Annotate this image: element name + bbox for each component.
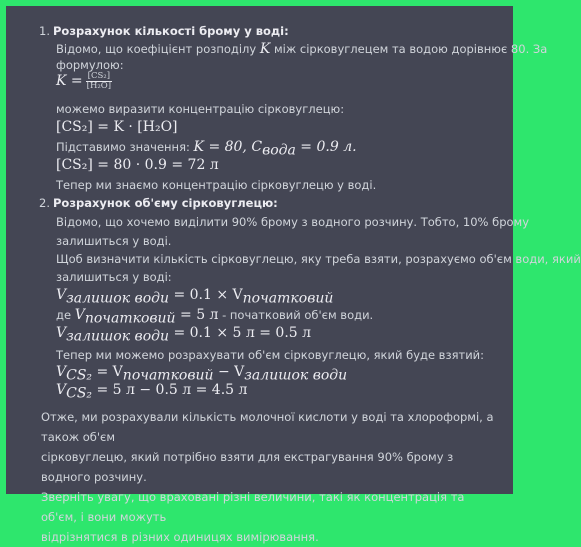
formula-cs2-volume-value: $V_{CS_2} = 5$ л − 0.5 л = 4.5 л [56, 382, 248, 402]
formula-cs2-expression: [CS₂] = K · [H₂O] [56, 119, 178, 135]
formula-remaining-water-value: $V_{залишок води} = 0.1 \times 5$ л = 0.5 л [56, 325, 312, 345]
item-1-line-1: Відомо, що коефіцієнт розподілу K між сірковуглецем та водою дорівнює 80. За [56, 41, 548, 57]
formula-remaining-water: $V_{залишок води} = 0.1 \times V_{початковий}$ [56, 287, 334, 307]
item-1-heading: Розрахунок кількості брому у воді: [53, 24, 289, 38]
item-1-line-5: Тепер ми знаємо концентрацію сірковуглецю у воді. [56, 178, 377, 192]
item-2-line-5: Тепер ми можемо розрахувати об'єм сірковуглецю, який буде взятий: [56, 348, 485, 362]
item-2-line-4: залишиться у воді: [56, 270, 172, 284]
list-number-1: 1. [39, 24, 50, 38]
initial-volume-note: де $V_{початковий} = 5$ л - початковий об'єм води. [56, 307, 374, 327]
fraction: $\frac{\text{[CS₂]}}{\text{[H₂O]}}$ [86, 71, 112, 91]
summary-paragraph [41, 407, 496, 547]
formula-cs2-value: [CS₂] = 80 · 0.9 = 72 л [56, 157, 219, 173]
item-2-heading: Розрахунок об'єму сірковуглецю: [53, 196, 278, 210]
summary-line-2: сірковуглецю, який потрібно взяти для екстрагування 90% брому з водного розчину. [41, 450, 454, 484]
summary-line-4: відрізнятися в різних одиницях вимірювання. [41, 530, 319, 544]
summary-line-3: Зверніть увагу, що враховані різні величини, такі як концентрація та об'єм, і вони можуть [41, 490, 465, 524]
item-2-line-3: Щоб визначити кількість сірковуглецю, яку треба взяти, розрахуємо об'єм води, який [56, 252, 581, 266]
list-number-2: 2. [39, 196, 50, 210]
item-2-line-2: залишиться у воді. [56, 234, 172, 248]
item-1-line-3: можемо виразити концентрацію сірковуглецю: [56, 102, 345, 116]
item-2-line-1: Відомо, що хочемо виділити 90% брому з водного розчину. Тобто, 10% брому [56, 215, 530, 229]
summary-line-1: Отже, ми розрахували кількість молочної кислоти у воді та хлороформі, а також об'єм [41, 410, 494, 444]
chat-message-panel [6, 6, 581, 544]
item-1-line-2: формулою: [56, 58, 124, 72]
formula-cs2-volume: $V_{CS_2} = V_{початковий} - V_{залишок води}$ [56, 364, 348, 384]
item-1-line-4: Підставимо значення: K = 80, $C_{вода} = 0.9$ л. [56, 139, 357, 159]
formula-partition-coefficient: K = $\frac{\text{[CS₂]}}{\text{[H₂O]}}$ [56, 71, 112, 91]
